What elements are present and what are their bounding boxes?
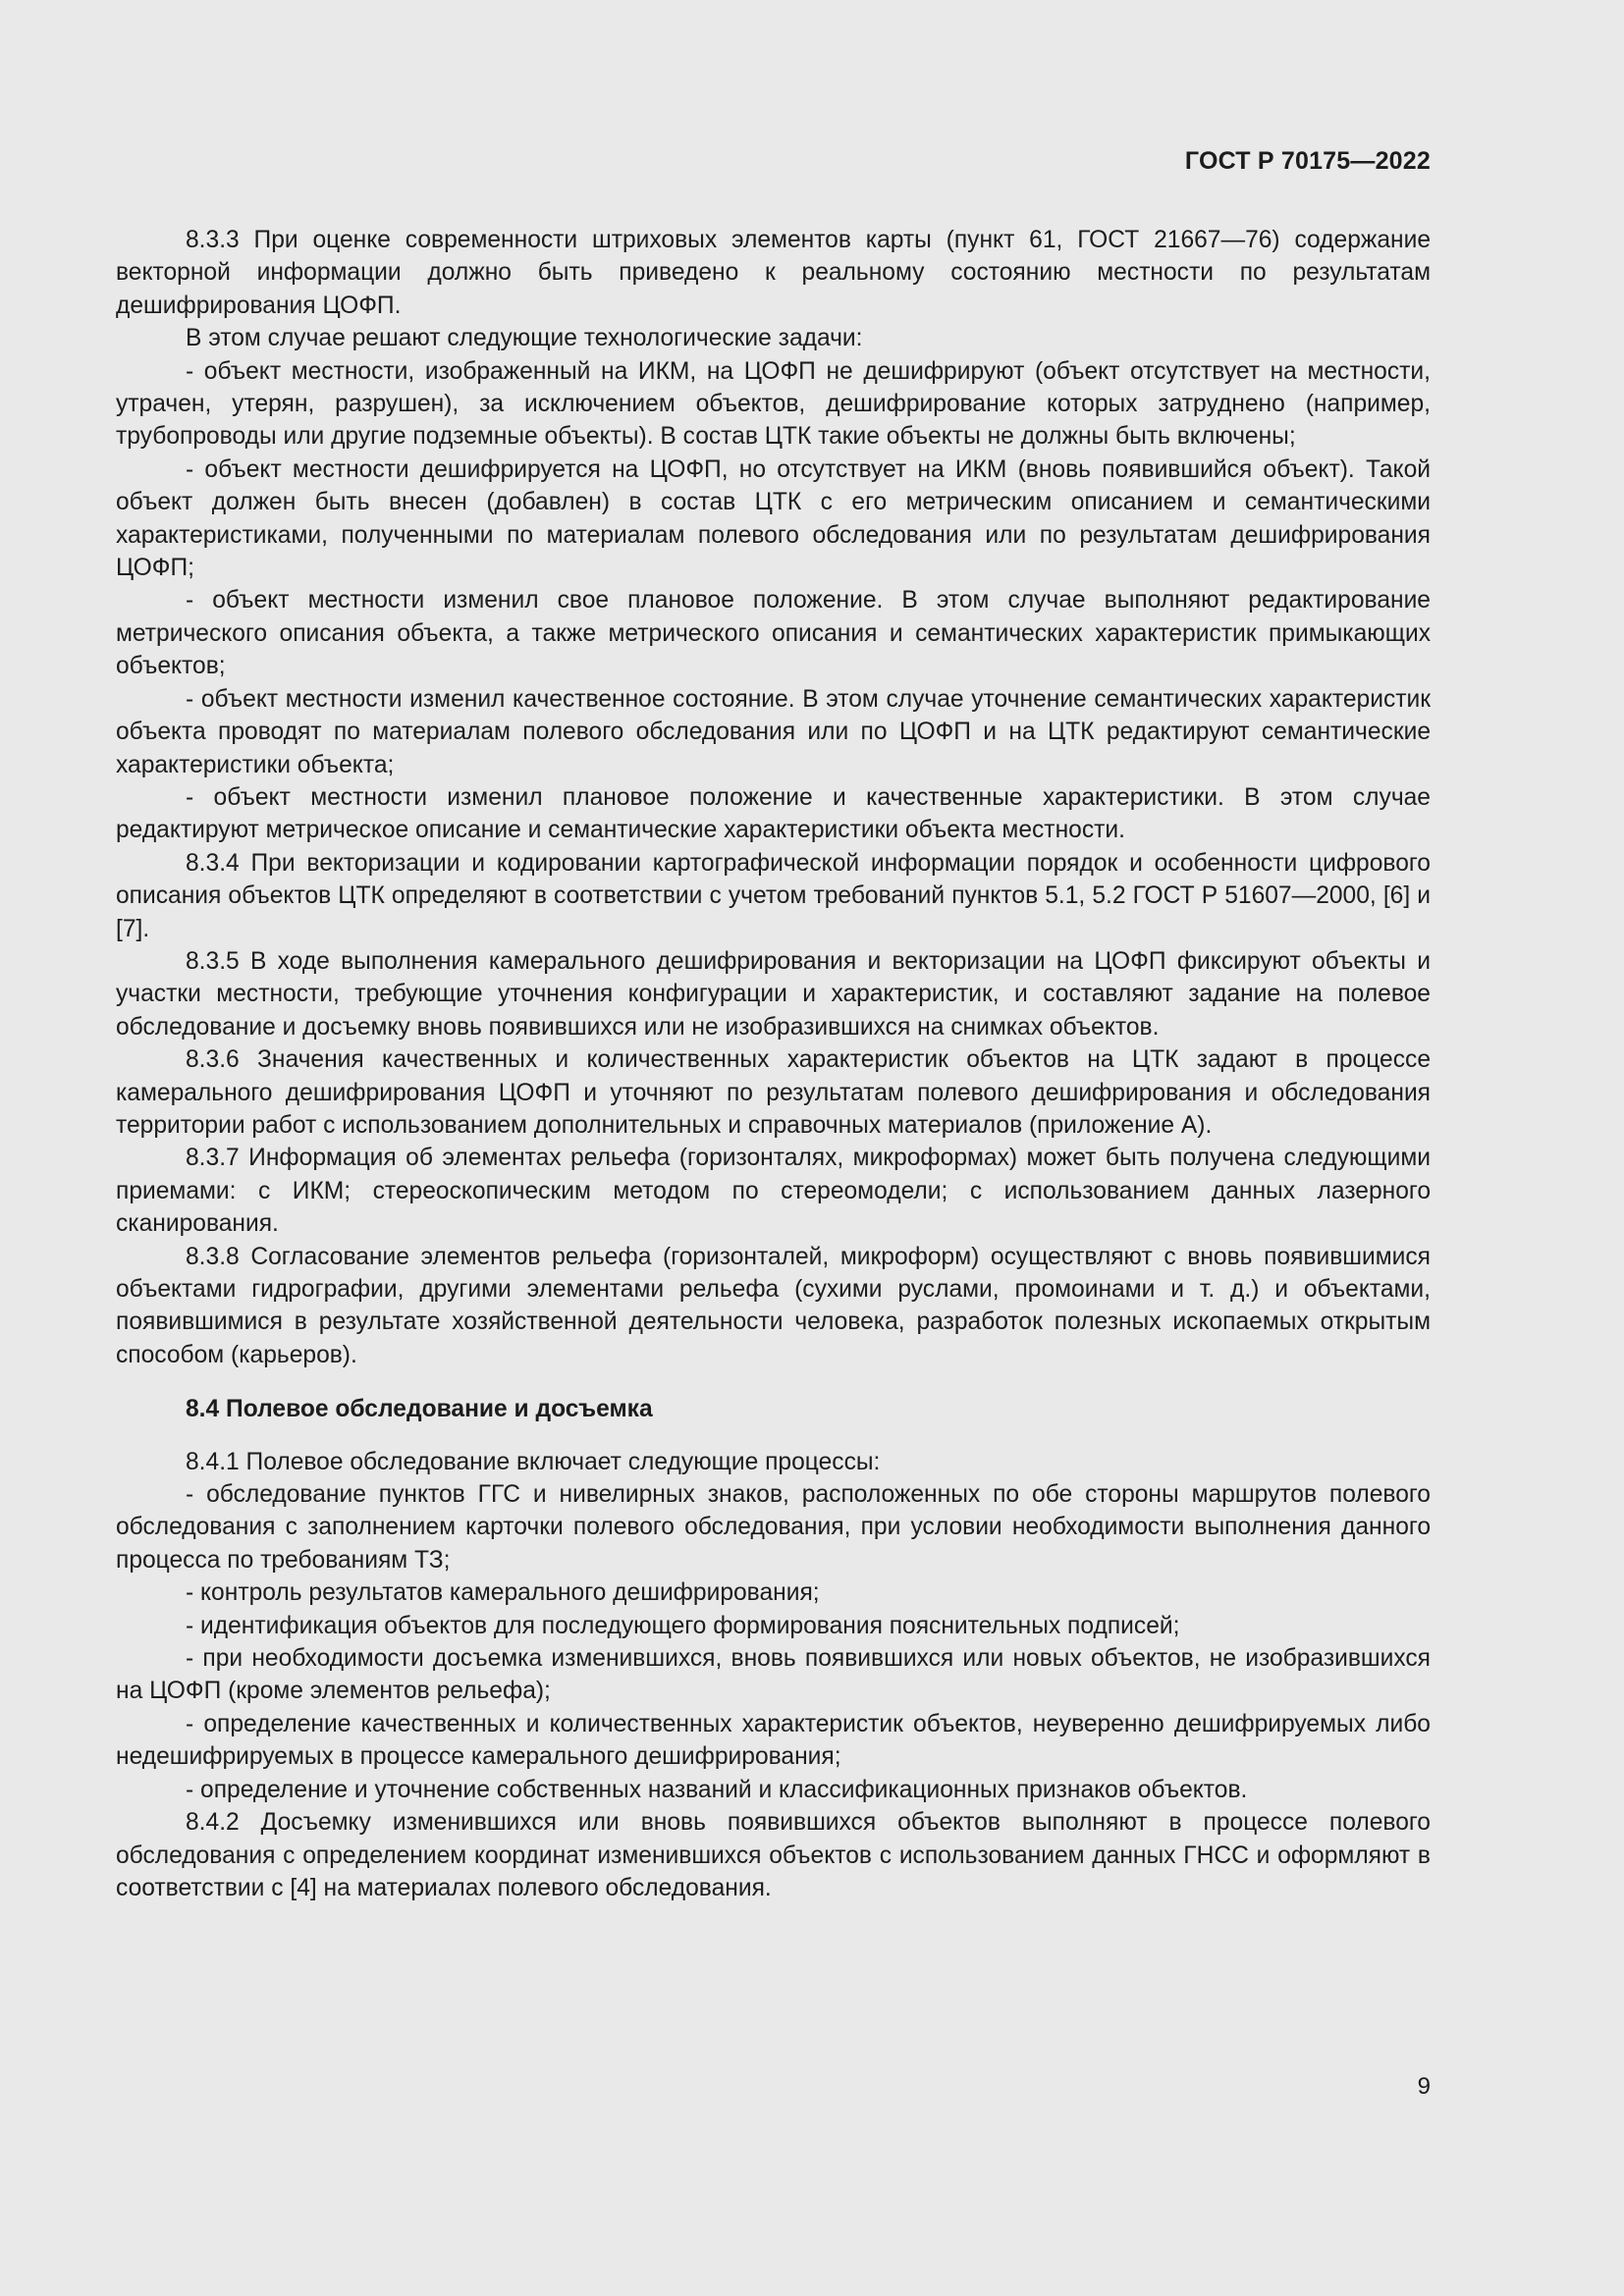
page-number: 9 bbox=[1417, 2073, 1431, 2100]
document-body bbox=[116, 224, 1431, 1904]
list-item: - определение и уточнение собственных названий и классификационных признаков объектов. bbox=[186, 1776, 1248, 1803]
paragraph-8-3-7: 8.3.7 Информация об элементах рельефа (горизонталях, микроформах) может быть получена следующими приемами: с ИКМ; стереоскопическим методом по стереомодели; с использованием данных лазерного сканирования. bbox=[116, 1145, 1431, 1238]
paragraph-8-4-2: 8.4.2 Досъемку изменившихся или вновь появившихся объектов выполняют в процессе полевого обследования с определением координат изменившихся объектов с использованием данных ГНСС и оформляют в соответствии с [4] на материалах полевого обследования. bbox=[116, 1809, 1431, 1901]
list-item: - объект местности дешифрируется на ЦОФП, но отсутствует на ИКМ (вновь появившийся объект). Такой объект должен быть внесен (добавлен) в состав ЦТК с его метрическим описанием и семантическими характеристиками, полученными по материалам полевого обследования или по результатам дешифрирования ЦОФП; bbox=[116, 455, 1431, 582]
list-item: - обследование пунктов ГГС и нивелирных знаков, расположенных по обе стороны маршрутов полевого обследования с заполнением карточки полевого обследования, при условии необходимости выполнения данного процесса по требованиям ТЗ; bbox=[116, 1481, 1431, 1574]
list-item: - объект местности изменил свое плановое положение. В этом случае выполняют редактирование метрического описания объекта, а также метрического описания и семантических характеристик примыкающих объектов; bbox=[116, 587, 1431, 680]
list-item: - идентификация объектов для последующего формирования пояснительных подписей; bbox=[186, 1612, 1180, 1639]
section-heading-8-4: 8.4 Полевое обследование и досъемка bbox=[186, 1396, 653, 1423]
paragraph-8-3-4: 8.3.4 При векторизации и кодировании картографической информации порядок и особенности цифрового описания объектов ЦТК определяют в соответствии с учетом требований пунктов 5.1, 5.2 ГОСТ Р 51607—2000, [6] и [7]. bbox=[116, 849, 1431, 942]
document-standard-header: ГОСТ Р 70175—2022 bbox=[1184, 147, 1431, 175]
paragraph-8-3-3: 8.3.3 При оценке современности штриховых элементов карты (пункт 61, ГОСТ 21667—76) содержание векторной информации должно быть приведено к реальному состоянию местности по результатам дешифрирования ЦОФП. bbox=[116, 227, 1431, 319]
paragraph-8-3-5: 8.3.5 В ходе выполнения камерального дешифрирования и векторизации на ЦОФП фиксируют объекты и участки местности, требующие уточнения конфигурации и характеристик, и составляют задание на полевое обследование и досъемку вновь появившихся или не изобразившихся на снимках объектов. bbox=[116, 947, 1431, 1041]
paragraph-8-3-6: 8.3.6 Значения качественных и количественных характеристик объектов на ЦТК задают в процессе камерального дешифрирования ЦОФП и уточняют по результатам полевого дешифрирования и обследования территории работ с использованием дополнительных и справочных материалов (приложение А). bbox=[116, 1046, 1431, 1139]
paragraph-8-4-1: 8.4.1 Полевое обследование включает следующие процессы: bbox=[186, 1448, 881, 1475]
list-item: - контроль результатов камерального дешифрирования; bbox=[186, 1579, 820, 1607]
paragraph-tasks-intro: В этом случае решают следующие технологические задачи: bbox=[186, 325, 863, 352]
list-item: - объект местности, изображенный на ИКМ, на ЦОФП не дешифрируют (объект отсутствует на местности, утрачен, утерян, разрушен), за исключением объектов, дешифрирование которых затруднено (например, трубопроводы или другие подземные объекты). В состав ЦТК такие объекты не должны быть включены; bbox=[116, 357, 1431, 451]
list-item: - определение качественных и количественных характеристик объектов, неуверенно дешифрируемых либо недешифрируемых в процессе камерального дешифрирования; bbox=[116, 1710, 1431, 1771]
list-item: - объект местности изменил качественное состояние. В этом случае уточнение семантических характеристик объекта проводят по материалам полевого обследования или по ЦОФП и на ЦТК редактируют семантические характеристики объекта; bbox=[116, 685, 1431, 778]
paragraph-8-3-8: 8.3.8 Согласование элементов рельефа (горизонталей, микроформ) осуществляют с вновь появившимися объектами гидрографии, другими элементами рельефа (сухими руслами, промоинами и т. д.) и объектами, появившимися в результате хозяйственной деятельности человека, разработок полезных ископаемых открытым способом (карьеров). bbox=[116, 1243, 1431, 1368]
list-item: - объект местности изменил плановое положение и качественные характеристики. В этом случае редактируют метрическое описание и семантические характеристики объекта местности. bbox=[116, 783, 1431, 844]
list-item: - при необходимости досъемка изменившихся, вновь появившихся или новых объектов, не изобразившихся на ЦОФП (кроме элементов рельефа); bbox=[116, 1645, 1431, 1705]
